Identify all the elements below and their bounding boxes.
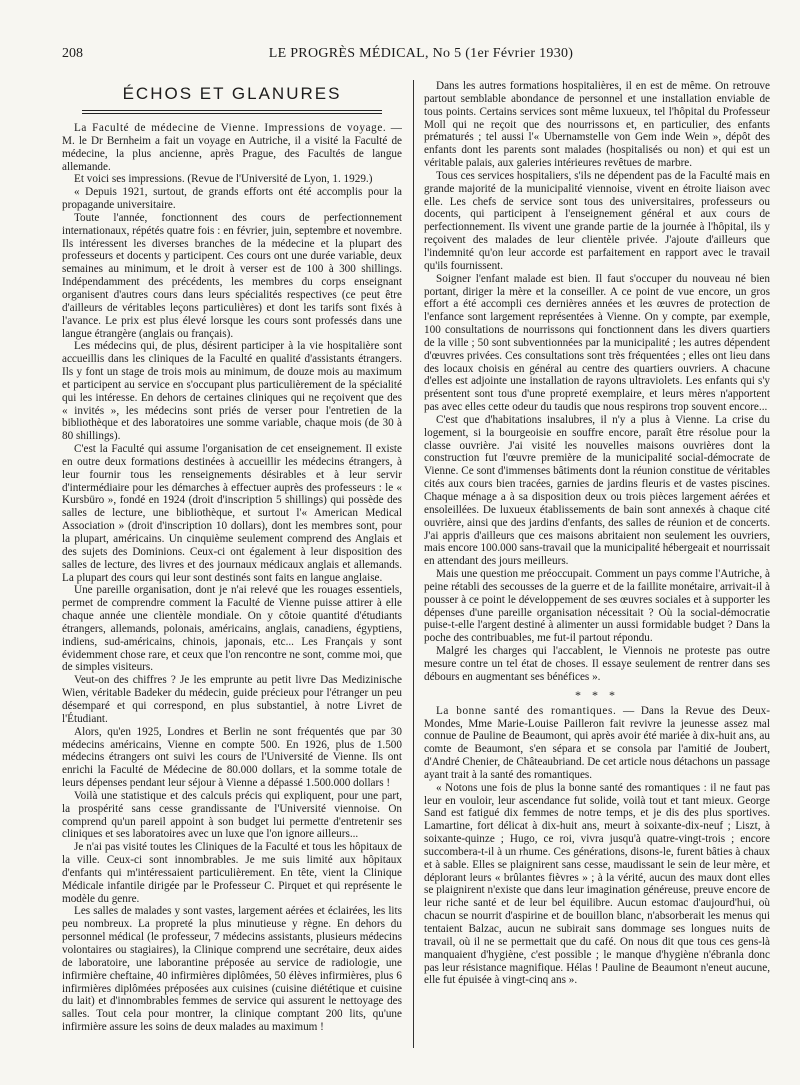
article-paragraph: « Depuis 1921, surtout, de grands efforts ont été accomplis pour la propagande universitaire. bbox=[62, 186, 402, 212]
article-lead: La bonne santé des romantiques. bbox=[436, 704, 617, 717]
article-paragraph: Veut-on des chiffres ? Je les emprunte au petit livre Das Medizinische Wien, véritable Badeker du médecin, guide précieux pour l'étranger un peu désemparé et qui correspond, en plus substantiel, à notre Livret de l'Étudiant. bbox=[62, 674, 402, 725]
running-title: LE PROGRÈS MÉDICAL, No 5 (1er Février 1930) bbox=[268, 46, 574, 61]
page-header bbox=[62, 46, 780, 66]
article-paragraph: C'est la Faculté qui assume l'organisation de cet enseignement. Il existe en outre deux formations destinées à accueillir les médecins étrangers, à leur fournir tous les renseignements désirables et à leur servir d'intermédiaire pour les démarches à effectuer auprès des professeurs : le « Kursbüro », fondé en 1924 (droit d'inscription 5 shillings) qui possède des salles de lecture, une bibliothèque, et surtout l'« American Medical Association » (droit d'inscription 10 dollars), dont les membres sont, pour la plupart, américains. Un cinquième seulement comprend des Anglais et des sujets des Dominions. Ceux-ci ont également à leur disposition des salles de lecture, des livres et des journaux médicaux anglais et allemands. La plupart des cours qui leur sont destinés sont faits en langue anglaise. bbox=[62, 443, 402, 584]
article-paragraph: Voilà une statistique et des calculs précis qui expliquent, pour une part, la prospérité sans cesse grandissante de l'Université viennoise. On comprend qu'un pareil appoint à son budget lui permette d'entretenir ses cliniques et ses laboratoires avec un luxe que l'on ignore ailleurs... bbox=[62, 789, 402, 841]
article-paragraph: Une pareille organisation, dont je n'ai relevé que les rouages essentiels, permet de comprendre comment la Faculté de Vienne puisse attirer à elle chaque année une clientèle mondiale. On y côtoie quantité d'étudiants étrangers, allemands, polonais, américains, anglais, canadiens, égyptiens, indiens, sud-américains, chinois, japonais, etc... Les Français y sont évidemment chose rare, et ceux que l'on rencontre ne sont, comme moi, que de simples visiteurs. bbox=[62, 584, 402, 674]
section-title: ÉCHOS ET GLANURES bbox=[122, 84, 342, 103]
left-column bbox=[62, 80, 402, 1080]
article-paragraph: Les médecins qui, de plus, désirent participer à la vie hospitalière sont accueillis dans les cliniques de la Faculté en qualité d'assistants étrangers. Ils y font un stage de trois mois au minimum, de douze mois au maximum et participent au service en s'occupant plus particulièrement de la spécialité qui les intéresse. En dehors de certaines cliniques qui ne reçoivent que des « invités », les médecins sont priés de verser pour l'entretien de la bibliothèque et des laboratoires une somme variable, chaque mois (de 30 à 80 shillings). bbox=[62, 340, 402, 443]
article-paragraph: C'est que d'habitations insalubres, il n'y a plus à Vienne. La crise du logement, si la bourgeoisie en souffre encore, paraît être résolue pour la classe ouvrière. J'ai visité les nouvelles maisons ouvrières dont la construction fut l'œuvre première de la municipalité social-démocrate de Vienne. Ce sont d'immenses bâtiments dont la réunion constitue de véritables cités aux cours bien tracées, garnies de jardins fleuris et de vastes piscines. Chaque ménage a à sa disposition deux ou trois pièces largement aérées et ensoleillées. De luxueux établissements de bain sont annexés à chaque cité ouvrière, ainsi que des jardins d'enfants, des salles de réunion et de concerts. J'ai appris d'ailleurs que ces maisons abritaient non seulement les ouvriers, mais encore 100.000 sans-travail que la municipalité hébergeait et nourrissait en attendant des jours meilleurs. bbox=[424, 413, 770, 568]
article-paragraph: Toute l'année, fonctionnent des cours de perfectionnement internationaux, répétés quatre fois : en février, juin, septembre et novembre. Ils intéressent les diverses branches de la médecine et la plupart des professeurs et docents y participent. Ces cours ont une durée variable, deux semaines au minimum, et le droit à verser est de 100 à 300 shillings. Indépendamment des précédents, les membres du corps enseignant organisent d'autres cours dans leurs spécialités respectives (ce peut être d'ailleurs de véritables leçons particulières) et dont les tarifs sont fixés à l'avance. Le prix est plus élevé lorsque les cours sont professés dans une langue étrangère (anglais ou français). bbox=[62, 211, 402, 340]
title-rule bbox=[82, 110, 382, 114]
article-lead: La Faculté de médecine de Vienne. Impressions de voyage. bbox=[74, 122, 387, 134]
article-paragraph: Tous ces services hospitaliers, s'ils ne dépendent pas de la Faculté mais en grande majorité de la municipalité viennoise, vivent en étroite liaison avec elle. Les chefs de service sont tous des universitaires, professeurs ou docents, qui participent à l'enseignement général et aux cours de perfectionnement. Ils vivent une grande partie de la journée à l'hôpital, ils y reçoivent des malades de leur clientèle privée. J'ajoute d'ailleurs que l'indemnité qu'on leur accorde est parfaitement en rapport avec le travail qu'ils fournissent. bbox=[424, 169, 770, 272]
paragraph-text: — Dans la Revue des Deux-Mondes, Mme Marie-Louise Pailleron fait revivre la jeunesse assez mal connue de Pauline de Beaumont, qui après avoir été mariée à dix-huit ans, au comte de Beaumont, s'en sépara et se consola par l'amitié de Joubert, d'André Chenier, de Châteaubriand. De cet article nous détachons un passage ayant trait à la santé des romantiques. bbox=[424, 704, 770, 781]
article-paragraph bbox=[62, 122, 402, 173]
article-paragraph: Les salles de malades y sont vastes, largement aérées et éclairées, les lits peu nombreux. La propreté la plus minutieuse y règne. En dehors du personnel médical (le professeur, 7 médecins assistants, plusieurs médecins volontaires ou stagiaires), la Clinique comprend une secrétaire, deux aides de laboratoire, une laborantine préposée au service de radiologie, une infirmière cheftaine, 40 infirmières diplômées, 50 élèves infirmières, plus 6 infirmières diplômées préposées aux cuisines (cuisine diététique et cuisine du lait) et d'innombrables femmes de service qui assurent le nettoyage des salles. Tout cela pour montrer, la clinique comptant 200 lits, qu'une infirmière assure les soins de deux malades au maximum ! bbox=[62, 905, 402, 1034]
article-paragraph: Mais une question me préoccupait. Comment un pays comme l'Autriche, à peine rétabli des secousses de la guerre et de la faillite monétaire, arrivait-il à pousser à ce point le développement de ses œuvres sociales et à supporter les dépenses d'une pareille organisation nécessitait ? Où la social-démocratie puise-t-elle l'argent destiné à alimenter un aussi formidable budget ? Dans la poche des contribuables, me fut-il partout répondu. bbox=[424, 568, 770, 645]
page-number: 208 bbox=[62, 46, 83, 61]
right-column bbox=[424, 80, 770, 1080]
paragraph-text: — M. le Dr Bernheim a fait un voyage en Autriche, il a visité la Faculté de médecine, la plus ancienne, après Prague, des Facultés de langue allemande. bbox=[62, 122, 402, 173]
article-paragraph: Alors, qu'en 1925, Londres et Berlin ne sont fréquentés que par 30 médecins américains, Vienne en compte 500. En 1926, plus de 1.500 médecins étrangers ont suivi les cours de l'Université de Vienne. Ils ont enrichi la Faculté de Médecine de 80.000 dollars, et la somme totale de leurs dépenses pendant leur séjour à Vienne a dépassé 1.500.000 dollars ! bbox=[62, 725, 402, 790]
article-paragraph: Soigner l'enfant malade est bien. Il faut s'occuper du nouveau né bien portant, diriger la mère et la conseiller. A ce point de vue encore, un gros effort a été accompli ces dernières années et les œuvres de protection de l'enfance sont largement représentées à Vienne. On y compte, par exemple, 100 consultations de nourrissons qui fonctionnent dans les divers quartiers de la ville ; 50 sont subventionnées par la municipalité ; les autres dépendent d'œuvres privées. Ces consultations sont très fréquentées ; elles ont lieu dans des locaux choisis en général au centre des quartiers ouvriers. A chacune d'elles est adjointe une installation de rayons ultraviolets. Les enfants qui s'y présentent sont tous d'une propreté exemplaire, et leurs mères n'apportent pas avec elles cette odeur du taudis que nous respirons trop souvent encore... bbox=[424, 272, 770, 414]
article-paragraph: Dans les autres formations hospitalières, il en est de même. On retrouve partout semblable abondance de personnel et une installation enviable de tous points. Certains services sont même luxueux, tel l'hôpital du Professeur Moll qui ne reçoit que des nourrissons et, en particulier, des enfants prématurés ; tel aussi l'« Ubernamstelle von Gem inde Wein », dépôt des enfants dont les parents sont malades (hospitalisés ou non) et qui est un véritable palais, aux galeries intérieures revêtues de marbre. bbox=[424, 80, 770, 170]
section-separator: * * * bbox=[575, 687, 619, 702]
article-paragraph bbox=[424, 705, 770, 782]
article-paragraph: Malgré les charges qui l'accablent, le Viennois ne proteste pas outre mesure contre un tel état de choses. Il essaye seulement de rentrer dans ses débours en augmentant ses bénéfices ». bbox=[424, 645, 770, 683]
article-paragraph: Et voici ses impressions. (Revue de l'Université de Lyon, 1. 1929.) bbox=[74, 173, 373, 186]
column-divider bbox=[413, 80, 414, 1048]
article-paragraph: Je n'ai pas visité toutes les Cliniques de la Faculté et tous les hôpitaux de la ville. Ceux-ci sont innombrables. Je me suis limité aux hôpitaux d'enfants qui m'intéressaient particulièrement. En tête, vient la Clinique Médicale infantile dirigée par le Professeur C. Pirquet et qui représente le modèle du genre. bbox=[62, 841, 402, 905]
article-paragraph: « Notons une fois de plus la bonne santé des romantiques : il ne faut pas leur en vouloir, leur ascendance fut solide, voilà tout et tant mieux. George Sand est fatigué dix femmes de notre temps, et je dis des plus sportives. Lamartine, fort délicat à dix-huit ans, meurt à soixante-dix-neuf ; Liszt, à soixante-quinze ; Hugo, ce roi, vivra jusqu'à quatre-vingt-trois ; encore succombera-t-il à un rhume. Ces générations, disons-le, furent bâties à chaux et à sable. Elles se plaignirent sans cesse, maudissant le sein de leur mère, et déplorant leurs « brûlantes fièvres » ; à la vérité, aucun des maux dont elles se plaignirent n'existe que dans leur imagination généreuse, preuve encore de leur riche santé et de leur bel équilibre. Aucun estomac d'aujourd'hui, où chacun se nourrit d'aspirine et de bouillon blanc, n'absorberait les menus qui tentaient Balzac, aucun ne subirait sans dommage ses longues nuits de travail, où il ne se permettait que du café. On nous dit que tous ces gens-là manquaient d'hygiène, c'est possible ; le manque d'hygiène n'ébranla donc pas leur résistance magnifique. Hélas ! Pauline de Beaumont n'eneut aucune, elle fut épuisée à vingt-cinq ans ». bbox=[424, 781, 770, 987]
